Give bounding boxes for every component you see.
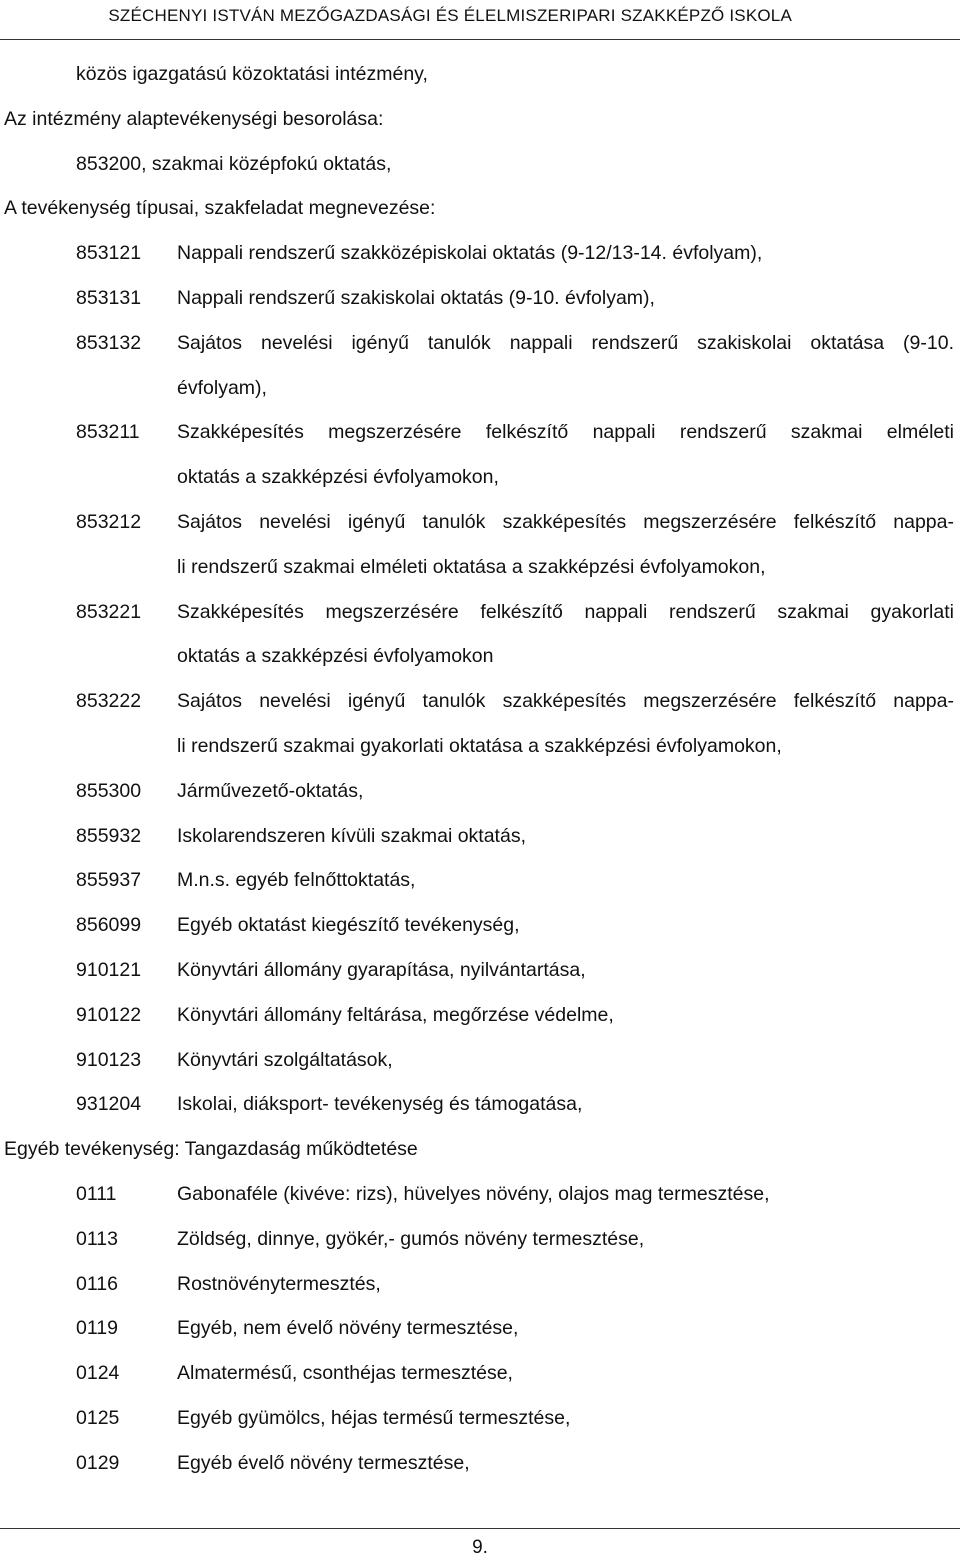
activity-description <box>177 903 954 948</box>
document-body <box>0 52 960 1486</box>
list-item <box>0 500 960 590</box>
activity-code: 0125 <box>76 1406 120 1429</box>
page-header <box>0 0 960 40</box>
activity-code: 855932 <box>76 824 142 847</box>
activity-description <box>177 948 954 993</box>
activity-description: Gabonaféle (kivéve: rizs), hüvelyes növény, olajos mag termesztése, <box>177 1182 770 1205</box>
activity-description <box>177 321 954 411</box>
activity-description-line: évfolyam), <box>177 376 267 399</box>
list-item <box>0 321 960 411</box>
list-item <box>0 1082 960 1127</box>
activity-code: 856099 <box>76 914 142 937</box>
activity-code: 853121 <box>76 242 142 265</box>
activity-code: 853222 <box>76 690 142 713</box>
activity-description-line: li rendszerű szakmai elméleti oktatása a szakképzési évfolyamokon, <box>177 555 766 578</box>
activity-description-line: Nappali rendszerű szakiskolai oktatás (9-10. évfolyam), <box>177 286 655 309</box>
activity-description-line: M.n.s. egyéb felnőttoktatás, <box>177 869 416 892</box>
list-item <box>0 590 960 680</box>
activity-code: 853211 <box>76 421 140 444</box>
activity-description-line: Egyéb oktatást kiegészítő tevékenység, <box>177 914 520 937</box>
school-name-header: SZÉCHENYI ISTVÁN MEZŐGAZDASÁGI ÉS ÉLELMISZERIPARI SZAKKÉPZŐ ISKOLA <box>108 6 792 25</box>
list-item <box>0 1396 960 1441</box>
classification-heading: Az intézmény alaptevékenységi besorolása: <box>4 107 384 130</box>
activity-description <box>177 500 954 590</box>
activity-description-line: Szakképesítés megszerzésére felkészítő nappali rendszerű szakmai gyakorlati <box>177 600 954 623</box>
activities-list <box>0 231 960 1127</box>
activity-code: 855300 <box>76 779 142 802</box>
activity-description-line: Járművezető-oktatás, <box>177 779 364 802</box>
activity-code: 853132 <box>76 331 142 354</box>
activity-description <box>177 276 954 321</box>
activity-code: 855937 <box>76 869 142 892</box>
list-item <box>0 814 960 859</box>
other-activity-heading: Egyéb tevékenység: Tangazdaság működtetése <box>4 1138 418 1161</box>
activity-description <box>177 231 954 276</box>
activity-code: 0129 <box>76 1451 120 1474</box>
activity-description <box>177 993 954 1038</box>
activity-description-line: Nappali rendszerű szakközépiskolai oktatás (9-12/13-14. évfolyam), <box>177 242 763 265</box>
list-item <box>0 1217 960 1262</box>
list-item <box>0 903 960 948</box>
list-item <box>0 858 960 903</box>
activity-code: 910122 <box>76 1003 142 1026</box>
activity-code: 853131 <box>76 286 142 309</box>
list-item <box>0 948 960 993</box>
page-footer <box>0 1528 960 1561</box>
list-item <box>0 1262 960 1307</box>
activity-description-line: Sajátos nevelési igényű tanulók szakképesítés megszerzésére felkészítő nappa- <box>177 690 954 713</box>
activity-description <box>177 410 954 500</box>
list-item <box>0 1351 960 1396</box>
list-item <box>0 1172 960 1217</box>
activity-code: 0124 <box>76 1362 120 1385</box>
activity-description-line: Könyvtári állomány feltárása, megőrzése védelme, <box>177 1003 614 1026</box>
activity-description-line: Iskolarendszeren kívüli szakmai oktatás, <box>177 824 526 847</box>
activity-description <box>177 769 954 814</box>
activity-description-line: Könyvtári állomány gyarapítása, nyilvántartása, <box>177 958 586 981</box>
activity-description <box>177 814 954 859</box>
activity-code: 0116 <box>76 1272 118 1295</box>
list-item <box>0 679 960 769</box>
list-item <box>0 993 960 1038</box>
list-item <box>0 231 960 276</box>
activity-description <box>177 590 954 680</box>
activity-description: Egyéb évelő növény termesztése, <box>177 1451 470 1474</box>
list-item <box>0 769 960 814</box>
list-item <box>0 410 960 500</box>
farm-activities-list <box>0 1172 960 1486</box>
activity-description: Egyéb gyümölcs, héjas termésű termesztése, <box>177 1406 571 1429</box>
activity-description: Zöldség, dinnye, gyökér,- gumós növény termesztése, <box>177 1227 645 1250</box>
activity-description: Rostnövénytermesztés, <box>177 1272 381 1295</box>
activity-description-line: Sajátos nevelési igényű tanulók nappali rendszerű szakiskolai oktatása (9-10. <box>177 331 954 354</box>
activity-description <box>177 679 954 769</box>
activity-description-line: Könyvtári szolgáltatások, <box>177 1048 393 1071</box>
activity-description-line: oktatás a szakképzési évfolyamokon, <box>177 466 499 489</box>
activity-description <box>177 1082 954 1127</box>
list-item <box>0 1038 960 1083</box>
activity-code: 0119 <box>76 1317 118 1340</box>
activity-description-line: Iskolai, diáksport- tevékenység és támogatása, <box>177 1093 583 1116</box>
activity-types-heading: A tevékenység típusai, szakfeladat megnevezése: <box>4 197 436 220</box>
activity-description-line: oktatás a szakképzési évfolyamokon <box>177 645 494 668</box>
activity-code: 0113 <box>76 1227 118 1250</box>
page-number: 9. <box>472 1537 488 1558</box>
activity-description: Almatermésű, csonthéjas termesztése, <box>177 1362 513 1385</box>
list-item <box>0 1441 960 1486</box>
activity-code: 853212 <box>76 510 142 533</box>
activity-description <box>177 858 954 903</box>
core-activity-line: 853200, szakmai középfokú oktatás, <box>76 152 392 175</box>
activity-code: 910123 <box>76 1048 142 1071</box>
activity-description-line: Sajátos nevelési igényű tanulók szakképesítés megszerzésére felkészítő nappa- <box>177 510 954 533</box>
activity-code: 853221 <box>76 600 142 623</box>
institution-type-line: közös igazgatású közoktatási intézmény, <box>76 63 428 85</box>
activity-description-line: li rendszerű szakmai gyakorlati oktatása a szakképzési évfolyamokon, <box>177 734 782 757</box>
activity-description: Egyéb, nem évelő növény termesztése, <box>177 1317 519 1340</box>
activity-description-line: Szakképesítés megszerzésére felkészítő nappali rendszerű szakmai elméleti <box>177 421 954 444</box>
activity-description <box>177 1038 954 1083</box>
activity-code: 0111 <box>76 1182 117 1205</box>
activity-code: 910121 <box>76 958 142 981</box>
list-item <box>0 276 960 321</box>
list-item <box>0 1306 960 1351</box>
activity-code: 931204 <box>76 1093 142 1116</box>
